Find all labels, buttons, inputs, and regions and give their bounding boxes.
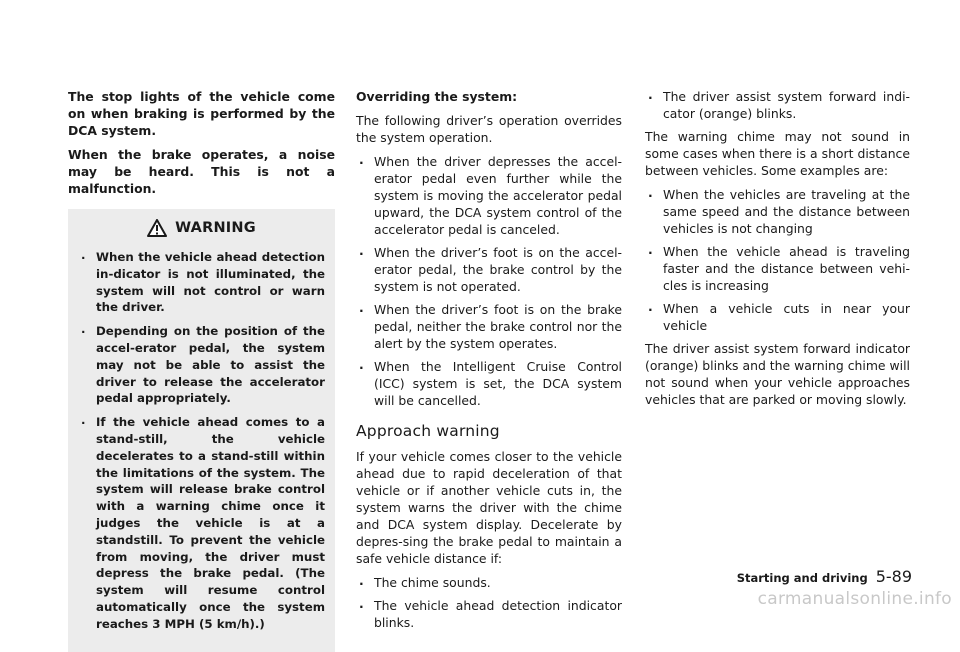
list-item: . When the vehicle ahead is traveling faster and the distance between vehi-cles is increasing: [645, 243, 910, 294]
page-footer: [737, 567, 912, 586]
warning-item: . If the vehicle ahead comes to a stand-still, the vehicle decelerates to a stand-still within the limitations of the system. The system will release brake control with a warning chime once it judges the vehicle is at a standstill. To prevent the vehicle from moving, the driver must depress the brake pedal. (The system will resume control automatically once the system reaches 3 MPH (5 km/h).): [78, 414, 325, 632]
list-item: . When the driver’s foot is on the accel-erator pedal, the brake control by the system is not operated.: [356, 244, 622, 295]
list-item: . When a vehicle cuts in near your vehicle: [645, 300, 910, 334]
list-item: . When the Intelligent Cruise Control (ICC) system is set, the DCA system will be cancelled.: [356, 358, 622, 409]
page-number: 5-89: [875, 567, 912, 586]
list-item: . The chime sounds.: [356, 574, 622, 591]
watermark: carmanualsonline.info: [757, 589, 952, 609]
paragraph-brake-noise: When the brake operates, a noise may be heard. This is not a malfunction.: [68, 147, 335, 196]
list-item: . When the driver depresses the accel-erator pedal even further while the system is moving the accelerator pedal upward, the DCA system control of the accelerator pedal is canceled.: [356, 153, 622, 238]
paragraph-stop-lights: The stop lights of the vehicle come on when braking is performed by the DCA system.: [68, 89, 335, 138]
list-item: . When the driver’s foot is on the brake pedal, neither the brake control nor the alert by the system operates.: [356, 301, 622, 352]
warning-header: [78, 219, 325, 237]
approach-warning-body: If your vehicle comes closer to the vehicle ahead due to rapid deceleration of that vehicle or if another vehicle cuts in, the system warns the driver with the chime and DCA system display. Decelerate by depres-sing the brake pedal to maintain a safe vehicle distance if:: [356, 449, 622, 566]
footer-section-label: Starting and driving: [736, 571, 868, 585]
column-left: [68, 88, 335, 652]
warning-box: [68, 209, 335, 652]
warning-triangle-icon: [147, 219, 167, 237]
list-item: . The vehicle ahead detection indicator blinks.: [356, 597, 622, 631]
warning-item: . Depending on the position of the accel-erator pedal, the system may not be able to assist the driver to release the accelerator pedal appropriately.: [78, 323, 325, 407]
overriding-intro: The following driver’s operation overrides the system operation.: [356, 113, 622, 145]
overriding-heading: Overriding the system:: [356, 89, 518, 104]
paragraph-indicator-note: The driver assist system forward indicator (orange) blinks and the warning chime will not sound when your vehicle approaches vehicles that are parked or moving slowly.: [645, 341, 910, 407]
paragraph-chime-note: The warning chime may not sound in some cases when there is a short distance between vehicles. Some examples are:: [645, 129, 910, 178]
warning-title: WARNING: [175, 219, 256, 236]
section-title-approach-warning: Approach warning: [356, 422, 500, 440]
list-item: . When the vehicles are traveling at the same speed and the distance between vehicles is not changing: [645, 186, 910, 237]
list-item: . The driver assist system forward indi-cator (orange) blinks.: [645, 88, 910, 122]
column-right: [645, 88, 910, 415]
column-middle: [356, 88, 622, 637]
warning-item: . When the vehicle ahead detection in-dicator is not illuminated, the system will not control or warn the driver.: [78, 249, 325, 316]
